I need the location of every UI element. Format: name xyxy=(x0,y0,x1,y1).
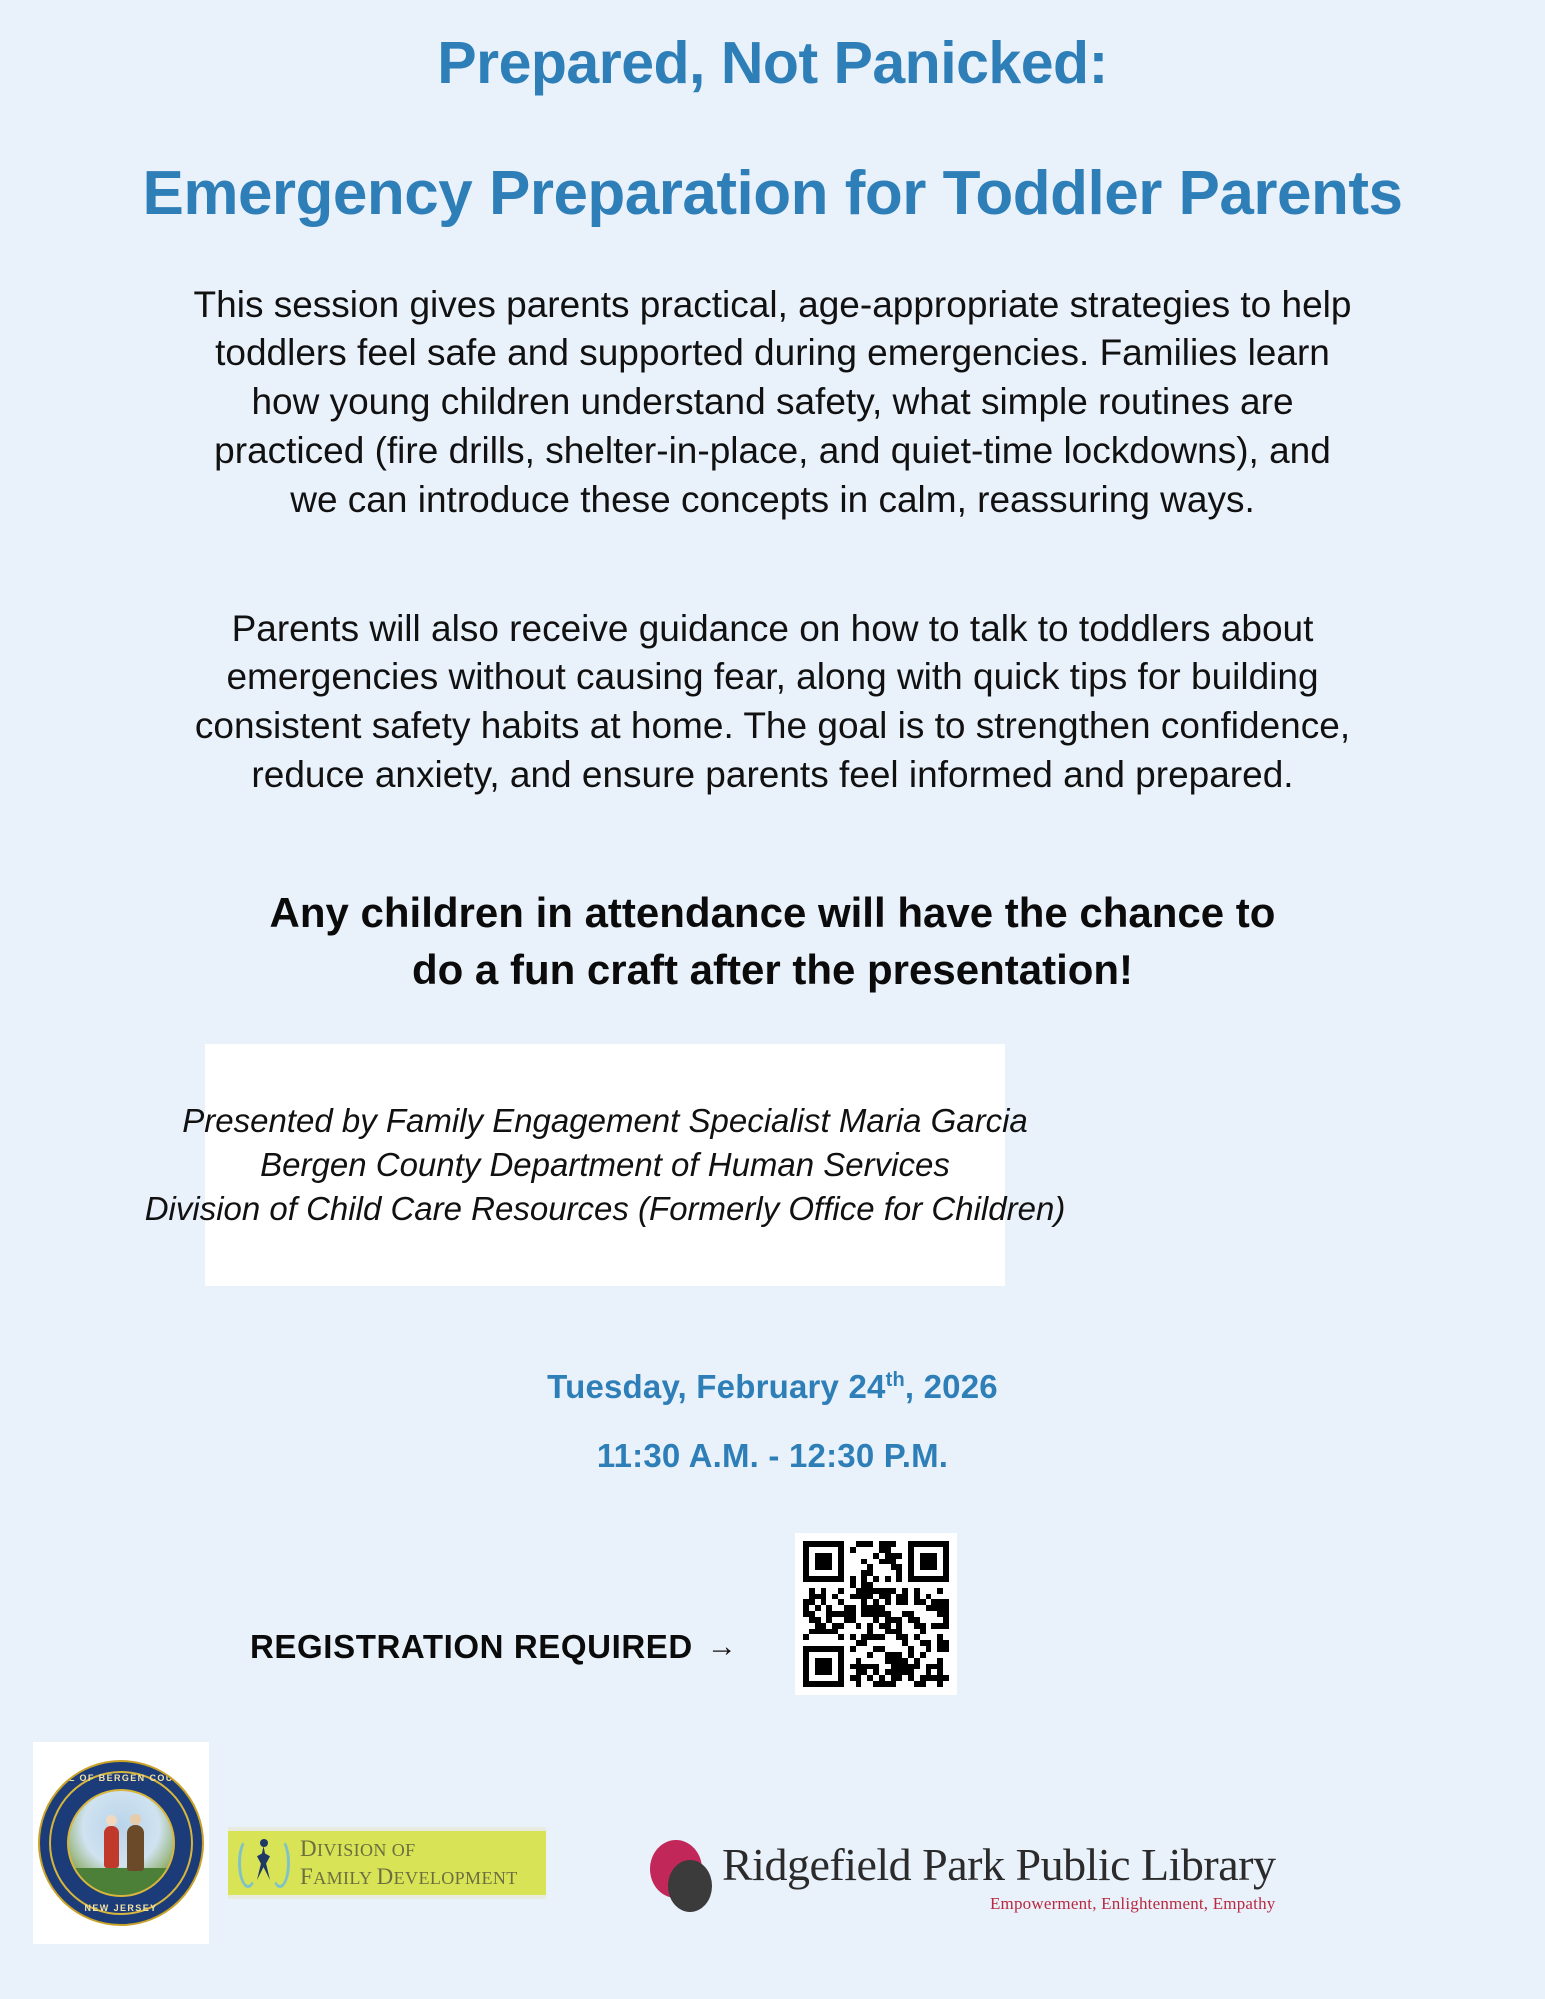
ridgefield-park-public-library-logo xyxy=(648,1838,1276,1918)
seal-scene xyxy=(67,1789,175,1897)
division-of-family-development-logo xyxy=(228,1827,546,1899)
fd-l2-rest2: EVELOPMENT xyxy=(393,1868,518,1888)
seal-text-top: SEAL OF BERGEN COUNTY xyxy=(46,1773,196,1783)
event-date-year: , 2026 xyxy=(904,1368,998,1405)
fd-l1-rest: IVISION OF xyxy=(317,1840,416,1860)
seal-circle xyxy=(38,1760,204,1926)
craft-callout-line1: Any children in attendance will have the chance to xyxy=(269,888,1276,936)
family-development-line1 xyxy=(300,1836,518,1862)
presenter-info-box xyxy=(144,1044,1066,1286)
library-wordmark xyxy=(722,1839,1276,1914)
event-time: 11:30 A.M. - 12:30 P.M. xyxy=(596,1437,949,1474)
family-development-line2 xyxy=(300,1864,518,1890)
presenter-line-1: Presented by Family Engagement Specialist Maria Garcia xyxy=(182,1102,1028,1140)
library-circles-icon xyxy=(648,1838,722,1918)
event-time-row xyxy=(0,1437,1545,1475)
qr-code[interactable] xyxy=(795,1533,957,1695)
fd-l2-rest: AMILY xyxy=(313,1868,377,1888)
paragraph-1: This session gives parents practical, age-appropriate strategies to help toddlers feel safe and supported during emergencies. Families learn how young children understand safety, what simple routines are practiced (fire drills, shelter-in-place, and quiet-time lockdowns), and we can introduce these concepts in calm, reassuring ways. xyxy=(193,283,1352,520)
title-block xyxy=(0,0,1545,229)
page-title-line1: Prepared, Not Panicked: xyxy=(437,30,1108,96)
qr-code-matrix xyxy=(803,1541,949,1687)
event-date-prefix: Tuesday, February 24 xyxy=(547,1368,886,1405)
registration-required-label: REGISTRATION REQUIRED xyxy=(250,1628,693,1665)
family-development-icon xyxy=(238,1836,290,1890)
family-development-wordmark xyxy=(300,1836,518,1890)
seal-grass xyxy=(69,1868,173,1895)
person-body-icon xyxy=(257,1846,270,1880)
craft-callout-line2: do a fun craft after the presentation! xyxy=(411,945,1134,993)
craft-callout xyxy=(183,885,1363,998)
fd-l2-cap: F xyxy=(300,1864,314,1889)
presenter-line-3: Division of Child Care Resources (Formerly Office for Children) xyxy=(144,1189,1066,1227)
fd-l2-cap2: D xyxy=(376,1864,394,1889)
person-head-icon xyxy=(260,1839,268,1847)
seal-figure-farmer xyxy=(127,1825,144,1871)
library-name: Ridgefield Park Public Library xyxy=(722,1839,1276,1890)
event-date-ordinal: th xyxy=(885,1369,905,1391)
arrow-right-icon: → xyxy=(706,1630,737,1663)
library-circle-dark xyxy=(668,1860,712,1912)
bergen-county-seal-logo xyxy=(33,1742,209,1944)
body-copy xyxy=(193,281,1353,800)
event-date xyxy=(547,1368,998,1405)
swoosh-left-icon xyxy=(238,1838,258,1888)
presenter-line-2: Bergen County Department of Human Services xyxy=(260,1146,950,1184)
swoosh-right-icon xyxy=(270,1838,290,1888)
seal-text-bottom: NEW JERSEY xyxy=(84,1903,158,1913)
seal-figure-colonist xyxy=(104,1826,119,1868)
event-date-row xyxy=(0,1368,1545,1406)
page-title-line2: Emergency Preparation for Toddler Parents xyxy=(142,159,1403,229)
paragraph-2: Parents will also receive guidance on how to talk to toddlers about emergencies without causing fear, along with quick tips for building consistent safety habits at home. The goal is to strengthen confidence, reduce anxiety, and ensure parents feel informed and prepared. xyxy=(194,607,1351,796)
registration-row xyxy=(250,1628,737,1666)
library-tagline: Empowerment, Enlightenment, Empathy xyxy=(989,1894,1276,1913)
fd-l1-cap: D xyxy=(300,1836,318,1861)
